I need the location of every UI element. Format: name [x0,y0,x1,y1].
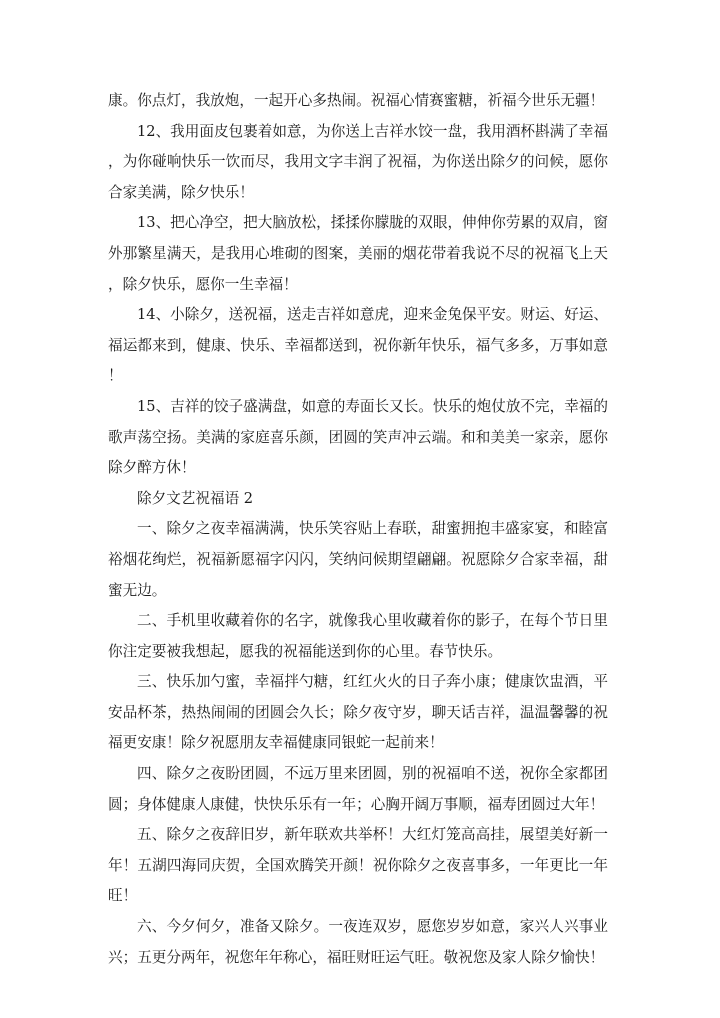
paragraph-5: 五、除夕之夜辞旧岁，新年联欢共举杯！大红灯笼高高挂，展望美好新一年！五湖四海同庆贺，全国欢腾笑开颜！祝你除夕之夜喜事多，一年更比一年旺！ [108,826,608,905]
paragraph-3: 三、快乐加勺蜜，幸福拌勺糖，红红火火的日子奔小康；健康饮盅酒，平安品杯茶，热热闹闹的团圆会久长；除夕夜守岁，聊天话吉祥，温温馨馨的祝福更安康！除夕祝愿朋友幸福健康同银蛇一起前来！ [108,673,608,752]
paragraph-14: 14、小除夕，送祝福，送走吉祥如意虎，迎来金兔保平安。财运、好运、福运都来到，健康、快乐、幸福都送到，祝你新年快乐，福气多多，万事如意！ [108,306,608,385]
paragraph-4: 四、除夕之夜盼团圆，不远万里来团圆，别的祝福咱不送，祝你全家都团圆；身体健康人康健，快快乐乐有一年；心胸开阔万事顺，福寿团圆过大年！ [108,765,608,813]
paragraph-15: 15、吉祥的饺子盛满盘，如意的寿面长又长。快乐的炮仗放不完，幸福的歌声荡空扬。美满的家庭喜乐颜，团圆的笑声冲云端。和和美美一家亲，愿你除夕醉方休！ [108,397,608,477]
paragraph-1: 一、除夕之夜幸福满满，快乐笑容贴上春联，甜蜜拥抱丰盛家宴，和睦富裕烟花绚烂，祝福新愿福字闪闪，笑纳问候期望翩翩。祝愿除夕合家幸福，甜蜜无边。 [108,520,608,599]
paragraph-12: 12、我用面皮包裹着如意，为你送上吉祥水饺一盘，我用酒杯斟满了幸福，为你碰响快乐一饮而尽，我用文字丰润了祝福，为你送出除夕的问候，愿你合家美满，除夕快乐！ [108,122,608,201]
section-heading: 除夕文艺祝福语 2 [137,489,254,507]
paragraph-continuation: 康。你点灯，我放炮，一起开心多热闹。祝福心情赛蜜糖，祈福今世乐无疆！ [108,92,605,109]
paragraph-6: 六、今夕何夕，准备又除夕。一夜连双岁，愿您岁岁如意，家兴人兴事业兴；五更分两年，祝您年年称心，福旺财旺运气旺。敬祝您及家人除夕愉快！ [108,918,608,966]
paragraph-2: 二、手机里收藏着你的名字，就像我心里收藏着你的影子，在每个节日里你注定要被我想起，愿我的祝福能送到你的心里。春节快乐。 [108,612,608,660]
paragraph-13: 13、把心净空，把大脑放松，揉揉你朦胧的双眼，伸伸你劳累的双肩，窗外那繁星满天，是我用心堆砌的图案，美丽的烟花带着我说不尽的祝福飞上天，除夕快乐，愿你一生幸福！ [108,214,608,293]
document-page [108,86,608,973]
